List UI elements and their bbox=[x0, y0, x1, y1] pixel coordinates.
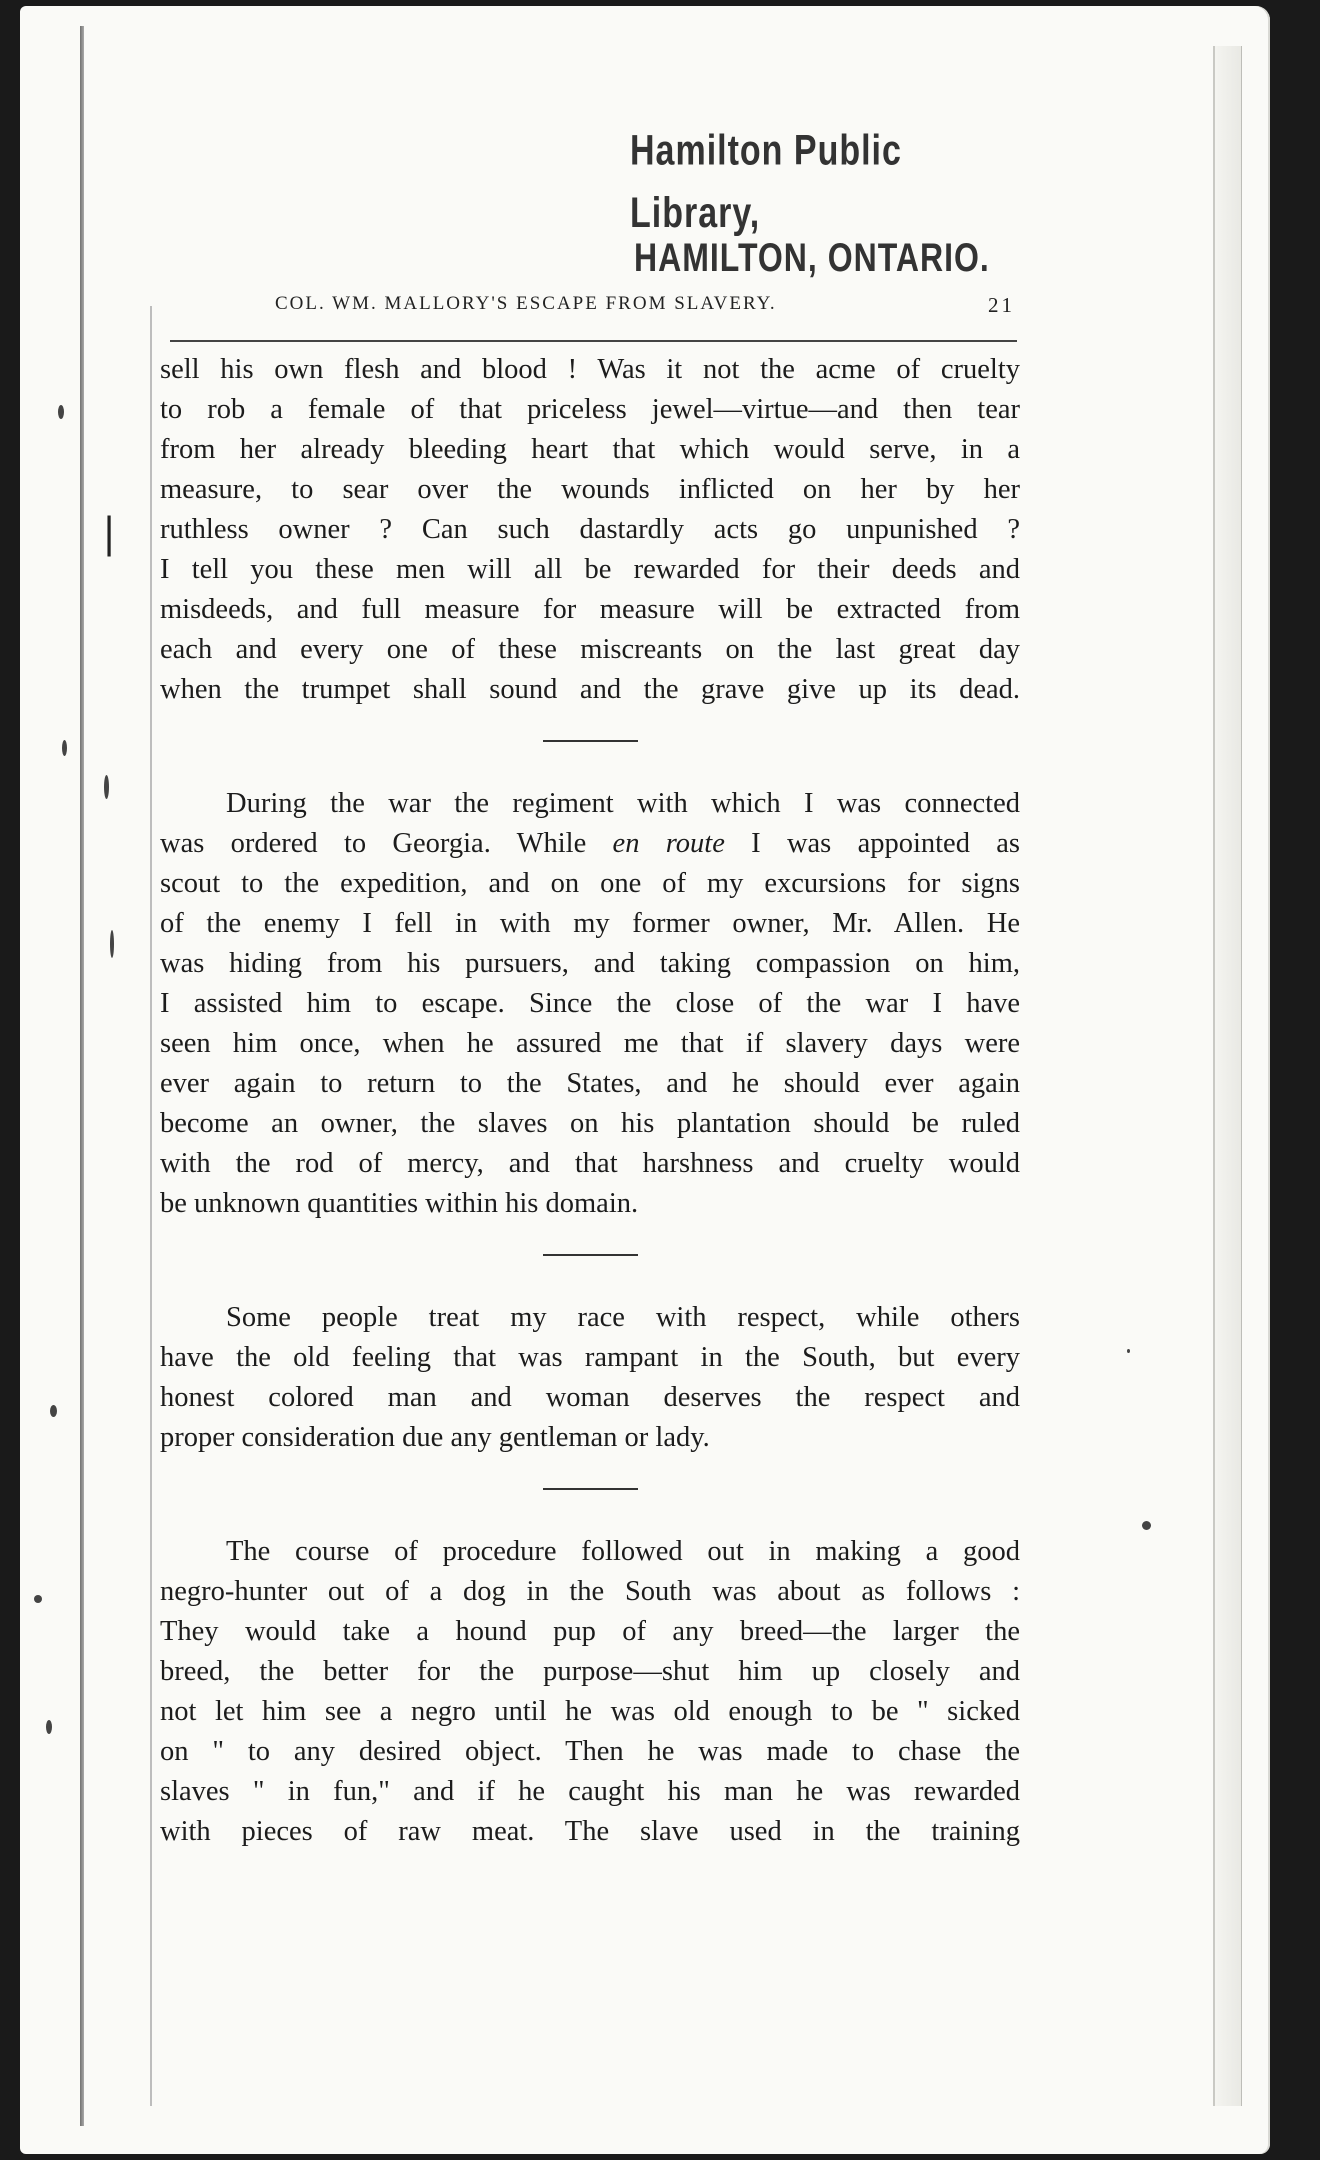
text-line: Some people treat my race with respect, while others bbox=[226, 1302, 1020, 1333]
paragraph bbox=[160, 1532, 1020, 1852]
header-rule bbox=[170, 340, 1017, 342]
text-line: During the war the regiment with which I was connected bbox=[226, 788, 1020, 819]
page-edges bbox=[1213, 46, 1242, 2106]
text-line: not let him see a negro until he was old enough to be " sicked bbox=[160, 1696, 1020, 1727]
italic-phrase: en route bbox=[612, 828, 725, 859]
text-line: was ordered to Georgia. While en route I was appointed as bbox=[160, 828, 1020, 859]
margin-dot bbox=[1127, 1349, 1130, 1353]
text-line: proper consideration due any gentleman or lady. bbox=[160, 1422, 710, 1453]
stamp-line-2: HAMILTON, ONTARIO. bbox=[634, 234, 990, 280]
section-divider bbox=[543, 740, 638, 742]
text-line: when the trumpet shall sound and the grave give up its dead. bbox=[160, 674, 1020, 705]
section-divider bbox=[543, 1488, 638, 1490]
page-number: 21 bbox=[988, 293, 1015, 317]
margin-mark bbox=[34, 1595, 42, 1603]
running-title: COL. WM. MALLORY'S ESCAPE FROM SLAVERY. bbox=[275, 293, 777, 314]
text-line: ever again to return to the States, and he should ever again bbox=[160, 1068, 1020, 1099]
margin-dot bbox=[1142, 1521, 1151, 1530]
margin-mark bbox=[110, 930, 114, 958]
body-text bbox=[160, 350, 1020, 1852]
text-line: scout to the expedition, and on one of my excursions for signs bbox=[160, 868, 1020, 899]
text-line: on " to any desired object. Then he was made to chase the bbox=[160, 1736, 1020, 1767]
text-line: of the enemy I fell in with my former owner, Mr. Allen. He bbox=[160, 908, 1020, 939]
text-line: be unknown quantities within his domain. bbox=[160, 1188, 639, 1219]
text-line: I tell you these men will all be rewarded for their deeds and bbox=[160, 554, 1020, 585]
margin-mark bbox=[46, 1720, 52, 1734]
text-line: with pieces of raw meat. The slave used in the training bbox=[160, 1816, 1020, 1847]
text-line: become an owner, the slaves on his plantation should be ruled bbox=[160, 1108, 1020, 1139]
text-line: negro-hunter out of a dog in the South was about as follows : bbox=[160, 1576, 1020, 1607]
text-line: to rob a female of that priceless jewel—virtue—and then tear bbox=[160, 394, 1020, 425]
running-header bbox=[275, 293, 1015, 327]
paragraph bbox=[160, 784, 1020, 1224]
text-line: measure, to sear over the wounds inflicted on her by her bbox=[160, 474, 1020, 505]
margin-mark bbox=[50, 1405, 57, 1417]
text-line: misdeeds, and full measure for measure will be extracted from bbox=[160, 594, 1020, 625]
text-line: was hiding from his pursuers, and taking compassion on him, bbox=[160, 948, 1020, 979]
text-line: with the rod of mercy, and that harshness and cruelty would bbox=[160, 1148, 1020, 1179]
margin-mark bbox=[62, 740, 67, 756]
text-line: have the old feeling that was rampant in the South, but every bbox=[160, 1342, 1020, 1373]
text-line: each and every one of these miscreants on the last great day bbox=[160, 634, 1020, 665]
fold-line bbox=[150, 306, 152, 2106]
margin-mark bbox=[58, 405, 64, 419]
text-line: The course of procedure followed out in making a good bbox=[226, 1536, 1020, 1567]
section-divider bbox=[543, 1254, 638, 1256]
text-line: I assisted him to escape. Since the close of the war I have bbox=[160, 988, 1020, 1019]
stamp-line-1: Hamilton Public Library, bbox=[630, 127, 902, 237]
text-line: from her already bleeding heart that which would serve, in a bbox=[160, 434, 1020, 465]
text-line: sell his own flesh and blood ! Was it not the acme of cruelty bbox=[160, 354, 1020, 385]
text-line: breed, the better for the purpose—shut him up closely and bbox=[160, 1656, 1020, 1687]
text-line: slaves " in fun," and if he caught his man he was rewarded bbox=[160, 1776, 1020, 1807]
library-stamp bbox=[630, 127, 990, 282]
paragraph bbox=[160, 350, 1020, 710]
text-line: ruthless owner ? Can such dastardly acts go unpunished ? bbox=[160, 514, 1020, 545]
text-line: They would take a hound pup of any breed—the larger the bbox=[160, 1616, 1020, 1647]
paragraph bbox=[160, 1298, 1020, 1458]
margin-mark bbox=[104, 775, 109, 799]
text-line: honest colored man and woman deserves the respect and bbox=[160, 1382, 1020, 1413]
facing-page-fragment: | bbox=[104, 506, 115, 557]
binding-edge bbox=[80, 26, 84, 2126]
text-line: seen him once, when he assured me that if slavery days were bbox=[160, 1028, 1020, 1059]
